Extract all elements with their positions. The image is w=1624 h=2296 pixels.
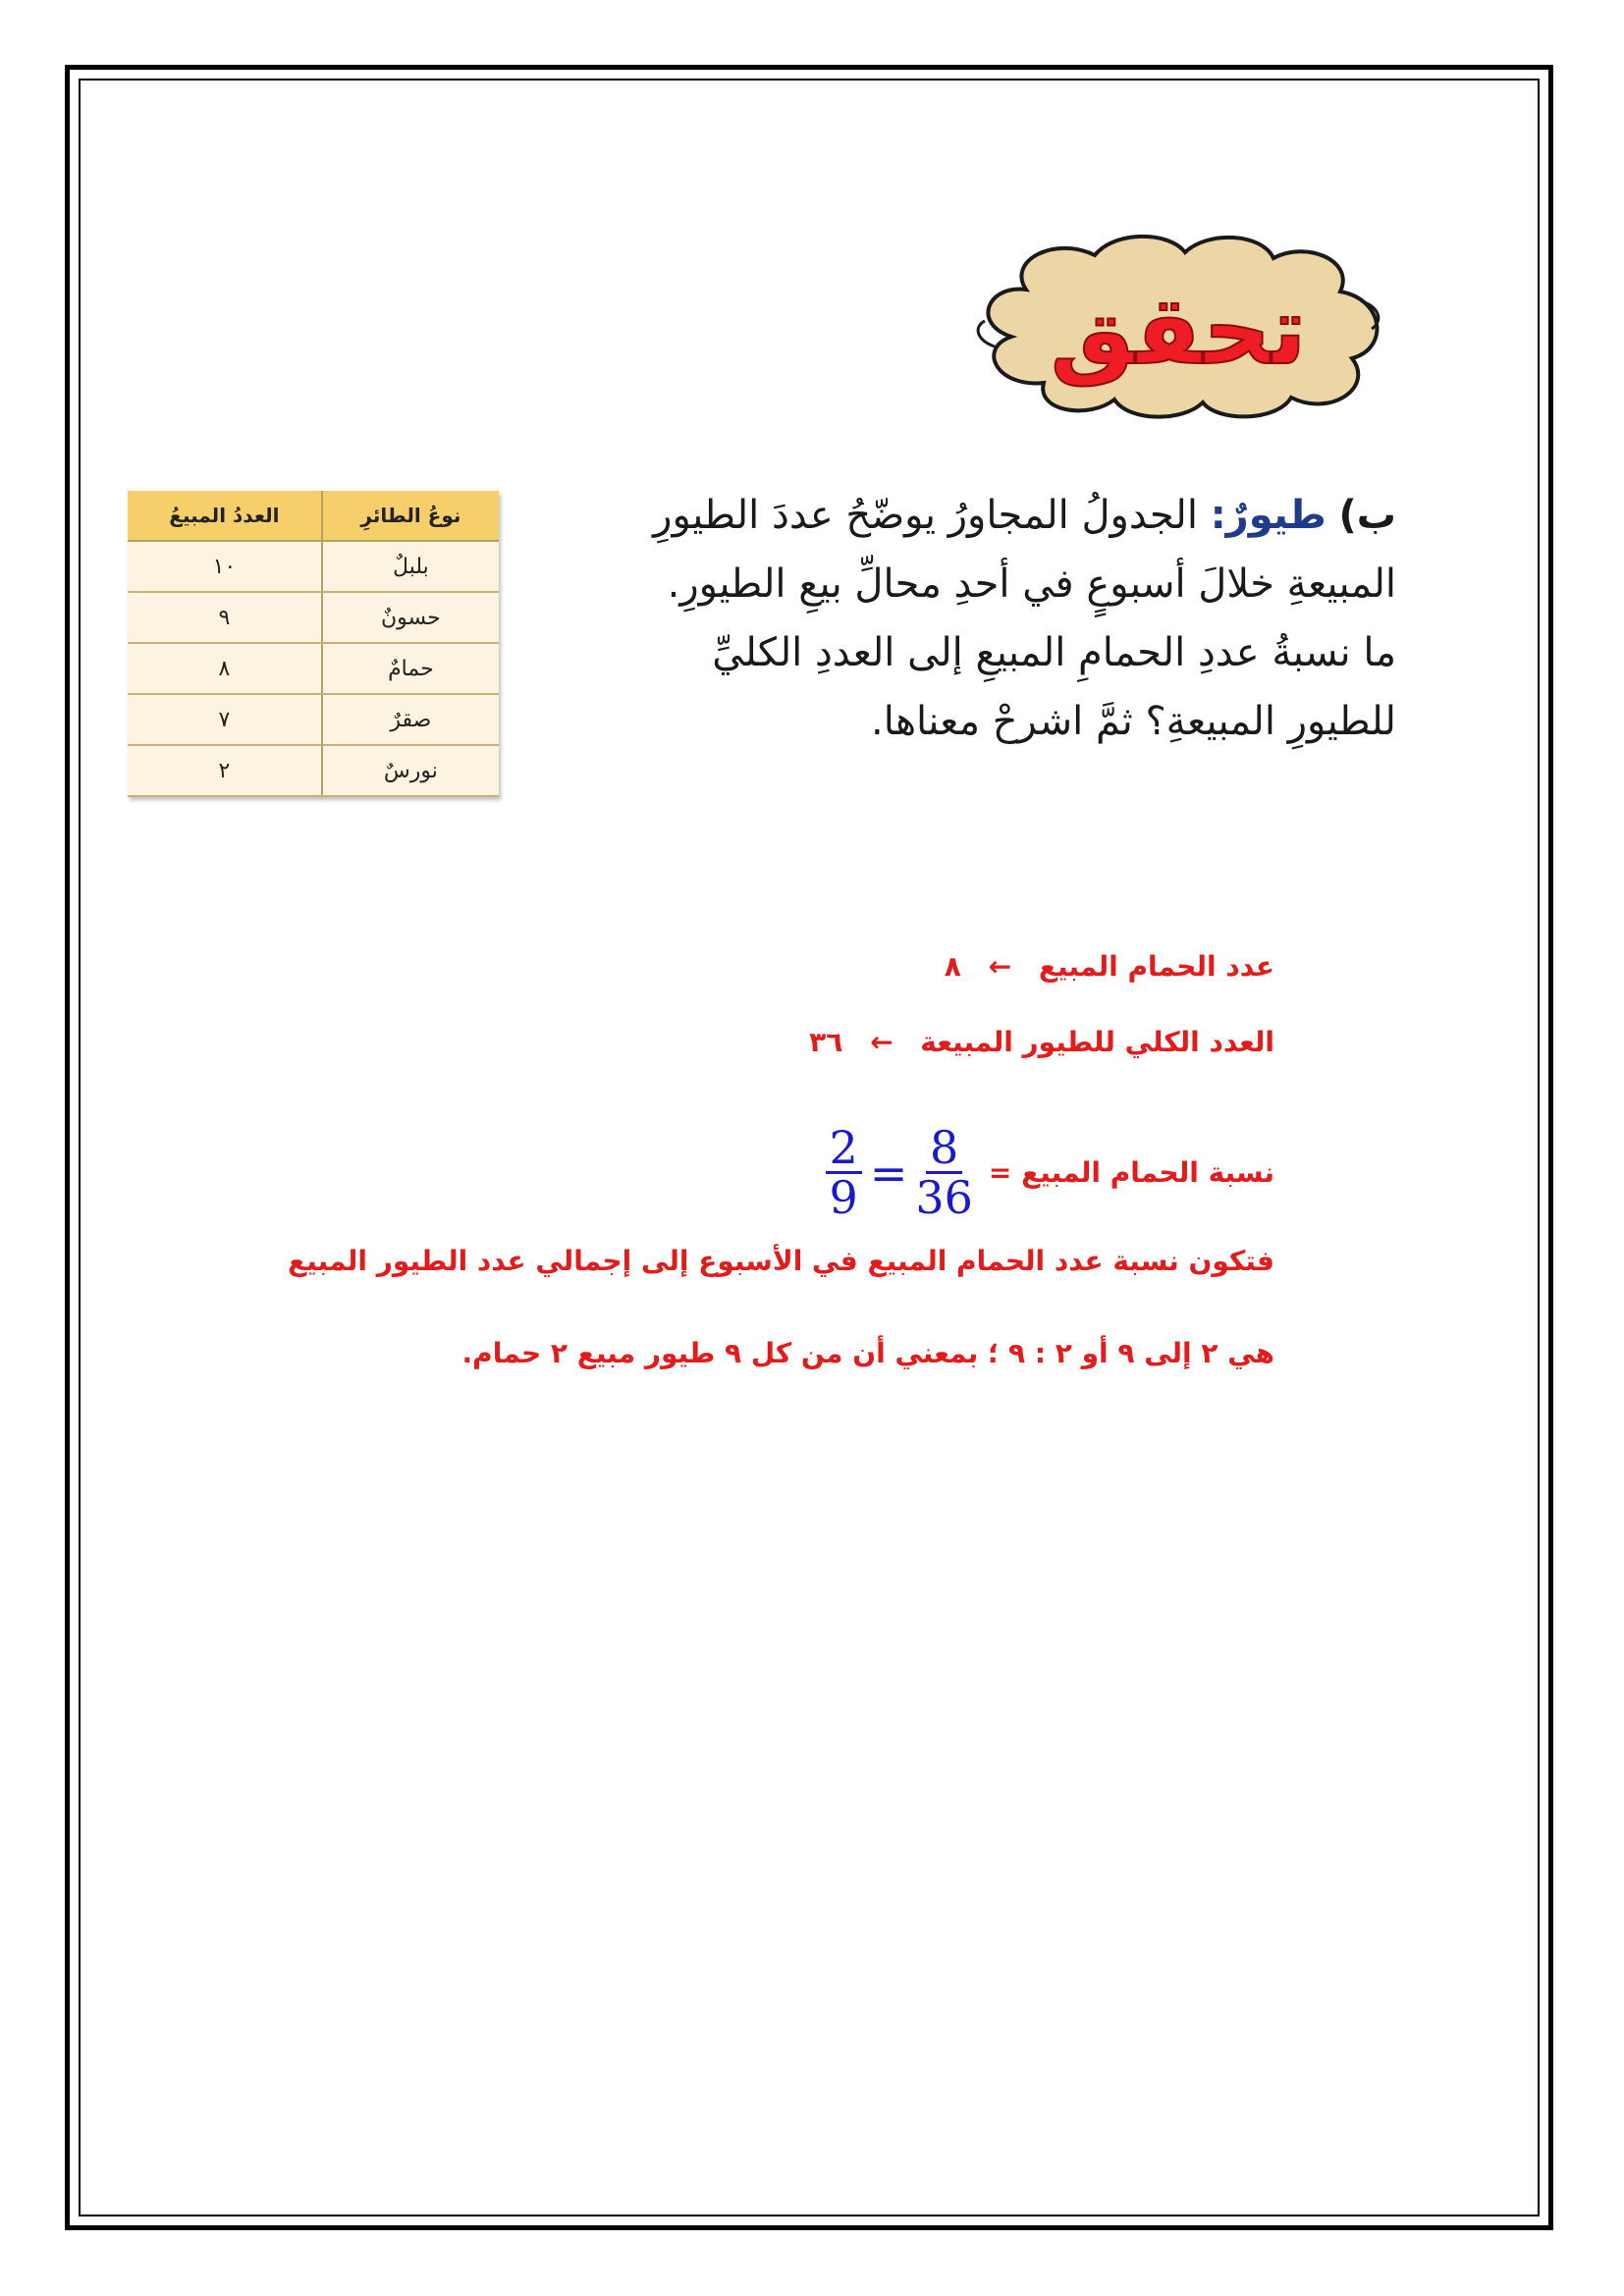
bird-count: ٧ [128,694,322,745]
fraction-original-numerator: 8 [926,1124,962,1174]
answer-ratio [826,1121,1274,1224]
birds-sold-table [128,491,499,797]
bird-name: بلبلٌ [322,541,499,592]
heading-cloud [967,231,1389,422]
answer-line1-value: ٨ [944,950,961,983]
question-line-3: ما نسبةُ عددِ الحمامِ المبيعِ إلى العددِ الكليِّ [712,630,1396,675]
table-row [128,592,499,643]
bird-name: حمامٌ [322,643,499,694]
cloud-shape [967,231,1389,422]
answer-line2-label: العدد الكلي للطيور المبيعة [920,1026,1274,1058]
answer-line2-value: ٣٦ [809,1026,843,1058]
fraction-reduced-denominator: 9 [829,1171,858,1224]
answer-explanation-1: فتكون نسبة عدد الحمام المبيع في الأسبوع إلى إجمالي عدد الطيور المبيع [288,1245,1274,1277]
arrow-left-icon: ← [988,950,1012,983]
answer-line1-label: عدد الحمام المبيع [1038,950,1274,983]
bird-name: نورسٌ [322,745,499,796]
heading-title: تحقق [1050,276,1307,386]
header-number-sold: العددُ المبيعُ [128,491,322,541]
answer-line3-label: نسبة الحمام المبيع = [988,1156,1274,1189]
bird-count: ٢ [128,745,322,796]
bird-count: ١٠ [128,541,322,592]
bird-name: حسونٌ [322,592,499,643]
fraction-original [915,1121,973,1224]
header-bird-type: نوعُ الطائرِ [322,491,499,541]
question-letter: ب) [1338,493,1396,538]
bird-count: ٩ [128,592,322,643]
bird-name: صقرٌ [322,694,499,745]
fraction-reduced-numerator: 2 [826,1124,862,1174]
answer-explanation-2: هي ٢ إلى ٩ أو ٢ : ٩ ؛ بمعني أن من كل ٩ طيور مبيع ٢ حمام. [461,1337,1274,1369]
question-block [650,481,1396,756]
question-line-1 [650,481,1396,550]
question-topic: طيورٌ: [1210,493,1326,538]
ratio-equation [826,1121,973,1224]
table-header-row [128,491,499,541]
equals-sign: = [869,1146,908,1200]
question-line-4: للطيورِ المبيعةِ؟ ثمَّ اشرحْ معناها. [871,699,1396,744]
fraction-original-denominator: 36 [915,1171,973,1224]
table-row [128,694,499,745]
answer-total-sold [809,1026,1274,1058]
answer-pigeons-sold [945,950,1274,983]
table-row [128,745,499,796]
table-row [128,643,499,694]
table-row [128,541,499,592]
arrow-left-icon: ← [870,1026,893,1058]
question-text-1: الجدولُ المجاورُ يوضّحُ عددَ الطيورِ [653,493,1198,538]
question-line-2: المبيعةِ خلالَ أسبوعٍ في أحدِ محالِّ بيعِ الطيورِ. [667,561,1396,607]
bird-count: ٨ [128,643,322,694]
fraction-reduced [826,1121,862,1224]
